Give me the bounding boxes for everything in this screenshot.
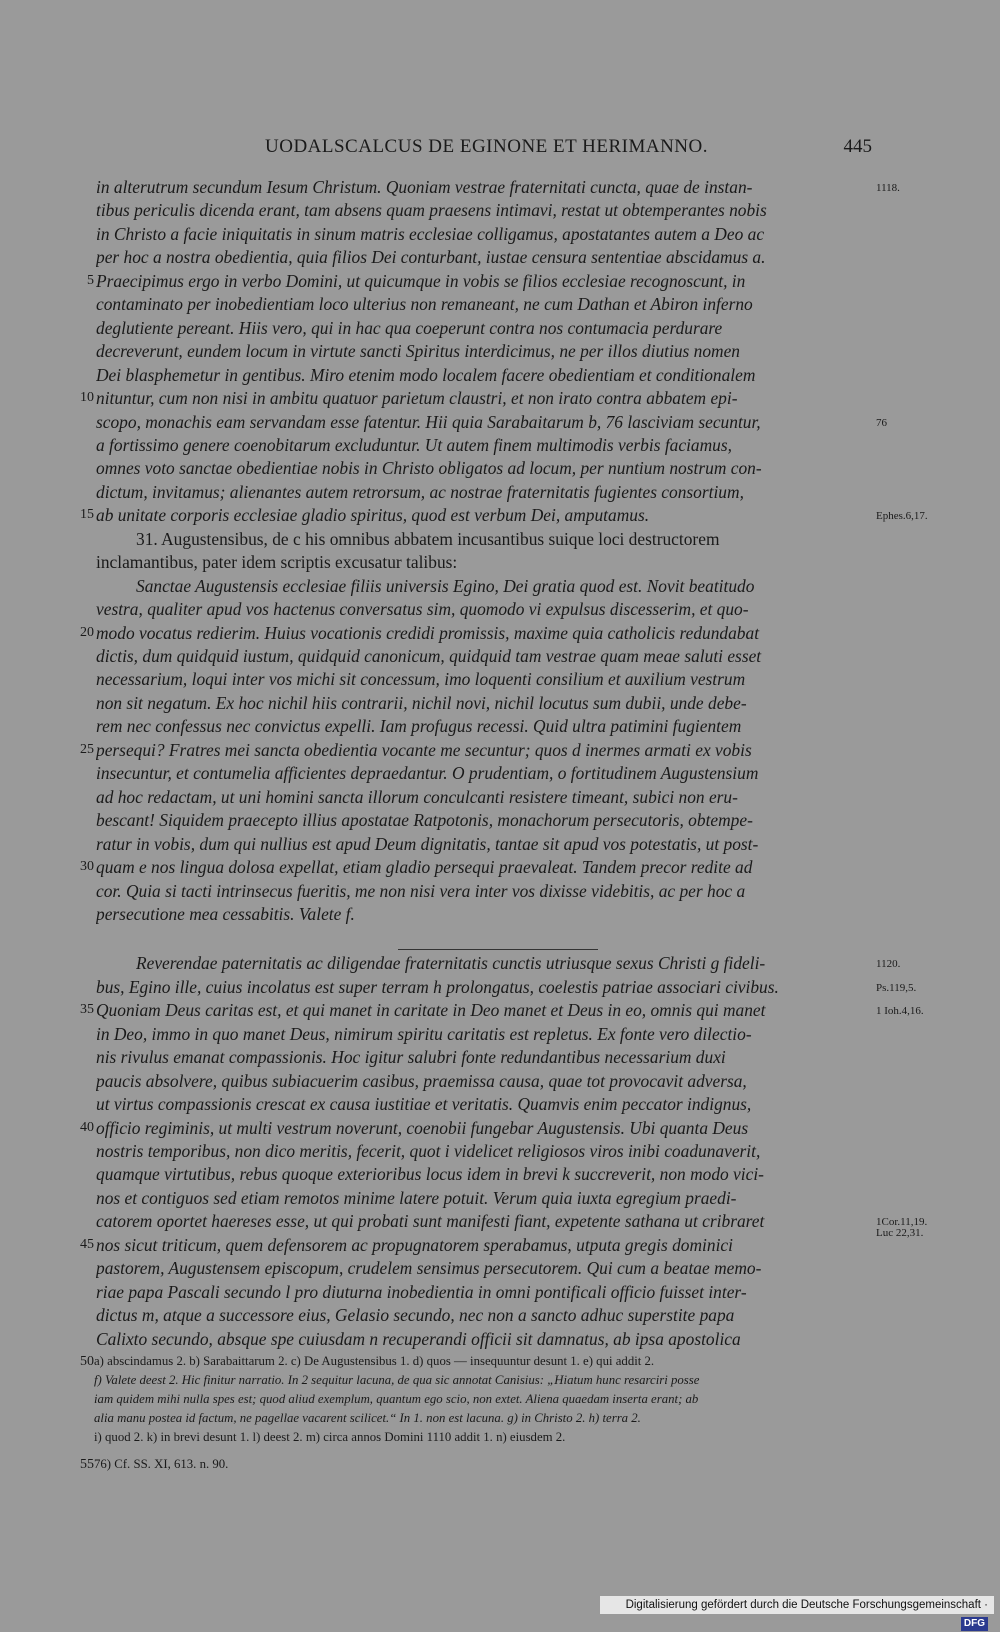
text-line: ad hoc redactam, ut uni homini sancta illorum conculcanti resistere timeant, subici non eru-	[96, 786, 738, 807]
footnote-line: i) quod 2. k) in brevi desunt 1. l) deest 2. m) circa annos Domini 1110 addit 1. n) eiusdem 2.	[94, 1430, 566, 1444]
text-line: quam e nos lingua dolosa expellat, etiam gladio persequi praevaleat. Tandem precor redite ad	[96, 857, 753, 878]
line-number: 40	[80, 1119, 94, 1135]
line-number: 35	[80, 1002, 94, 1018]
footnote-line: f) Valete deest 2. Hic finitur narratio. In 2 sequitur lacuna, de qua sic annotat Canisius: „Hiatum hunc resarciri posse	[94, 1373, 700, 1387]
text-line: 31. Augustensibus, de c his omnibus abbatem incusantibus suique loci destructorem	[136, 528, 720, 549]
text-line: officio regiminis, ut multi vestrum noverunt, coenobii fungebar Augustensis. Ubi quanta Deus	[96, 1117, 749, 1138]
text-line: omnes voto sanctae obedientiae nobis in Christo obligatos ad locum, per nuntium nostrum con-	[96, 458, 762, 479]
footnote-line: iam quidem mihi nulla spes est; quod aliud exemplum, quantum ego scio, non extet. Aliena quaedam inserta erant; ab	[94, 1392, 699, 1406]
margin-note: Luc 22,31.	[876, 1227, 924, 1240]
text-line: insecuntur, et contumelia afficientes depraedantur. O prudentiam, o fortitudinem Augustensium	[96, 763, 759, 784]
text-line: Quoniam Deus caritas est, et qui manet in caritate in Deo manet et Deus in eo, omnis qui manet	[96, 1000, 766, 1021]
text-line: pastorem, Augustensem episcopum, crudelem sensimus persecutorem. Qui cum a beatae memo-	[96, 1258, 762, 1279]
text-line: bus, Egino ille, cuius incolatus est super terram h prolongatus, coelestis patriae associari civibus.	[96, 976, 779, 997]
margin-note: 1118.	[876, 182, 900, 194]
margin-note: 1Cor.11,19.	[876, 1216, 928, 1229]
text-line: nituntur, cum non nisi in ambitu quatuor parietum claustri, et non irato contra abbatem epi-	[96, 388, 738, 409]
line-number: 25	[80, 741, 94, 757]
line-number: 10	[80, 390, 94, 406]
text-line: vestra, qualiter apud vos hactenus conversatus sim, quomodo vi expulsus discesserim, et quo-	[96, 599, 749, 620]
text-line: ratur in vobis, dum qui nullius est apud Deum dignitatis, tantae sit apud vos potestatis, ut post-	[96, 833, 759, 854]
line-number: 15	[80, 507, 94, 523]
text-line: rem nec confessus nec convictus expelli. Iam profugus recessi. Quid ultra patimini fugientem	[96, 716, 742, 737]
text-line: bescant! Siquidem praecepto illius apostatae Ratpotonis, monachorum persecutoris, obtempe-	[96, 810, 753, 831]
text-line: in Christo a facie iniquitatis in sinum matris ecclesiae colligamus, apostatantes autem a Deo ac	[96, 223, 765, 244]
text-line: ut virtus compassionis crescat ex causa iustitiae et veritatis. Quamvis enim peccator indignus,	[96, 1094, 752, 1115]
line-number: 45	[80, 1236, 94, 1252]
text-line: Praecipimus ergo in verbo Domini, ut quicumque in vobis se filios ecclesiae recognoscunt, in	[96, 270, 746, 291]
text-line: scopo, monachis eam servandam esse fatentur. Hii quia Sarabaitarum b, 76 lasciviam secuntur,	[96, 411, 761, 432]
text-line: contaminato per inobedientiam loco ulterius non remaneant, ne cum Dathan et Abiron inferno	[96, 294, 753, 315]
text-line: non sit negatum. Ex hoc nichil hiis contrarii, nichil novi, nichil locutus sum dubii, unde debe-	[96, 692, 747, 713]
margin-note: 1120.	[876, 958, 901, 971]
text-line: paucis absolvere, quibus subiacuerim casibus, praemissa causa, quae tot provocavit adversa,	[96, 1070, 747, 1091]
text-line: nos et contiguos sed etiam remotos minime latere potuit. Verum quia iuxta egregium praedi-	[96, 1187, 737, 1208]
margin-note: Ps.119,5.	[876, 981, 917, 994]
line-number: 50	[80, 1354, 94, 1369]
section-divider	[398, 949, 598, 950]
dfg-logo: DFG	[961, 1617, 988, 1631]
text-line: Dei blasphemetur in gentibus. Miro etenim modo localem facere obedientiam et conditionalem	[96, 364, 756, 385]
text-line: dictis, dum quidquid iustum, quidquid canonicum, quidquid tam vestrae quam meae saluti esset	[96, 646, 762, 666]
line-number: 55	[80, 1457, 94, 1472]
running-title: UODALSCALCUS DE EGINONE ET HERIMANNO.	[265, 136, 708, 157]
text-line: cor. Quia si tacti intrinsecus fueritis, me non nisi vera inter vos dixisse videbitis, ac per hoc a	[96, 880, 746, 901]
text-line: nis rivulus emanat compassionis. Hoc igitur salubri fonte redundantibus necessarium duxi	[96, 1047, 726, 1068]
text-line: dictus m, atque a successore eius, Gelasio secundo, nec non a sancto adhuc superstite papa	[96, 1305, 735, 1326]
text-line: a fortissimo genere coenobitarum excluduntur. Ut autem finem multimodis verbis faciamus,	[96, 434, 732, 455]
text-line: Calixto secundo, absque spe cuiusdam n recuperandi officii sit damnatus, ab ipsa apostolica	[96, 1328, 741, 1349]
text-line: per hoc a nostra obedientia, quia filios Dei conturbant, iustae censura sententiae abscidamus a.	[96, 247, 766, 268]
text-line: in Deo, immo in quo manet Deus, nimirum spiritu caritatis est repletus. Ex fonte vero dilectio-	[96, 1023, 752, 1044]
text-line: catorem oportet haereses esse, ut qui probati sunt manifesti fiant, expetente sathana ut cribraret	[96, 1211, 765, 1232]
margin-note: 76	[876, 416, 887, 429]
text-line: riae papa Pascali secundo l pro diuturna inobedientia in omni pontificali officio fuisset inter-	[96, 1281, 747, 1302]
text-line: quamque virtutibus, rebus quoque exterioribus locus idem in brevi k succreverit, non modo vici-	[96, 1164, 764, 1185]
text-line: persecutione mea cessabitis. Valete f.	[96, 903, 355, 924]
text-line: nostris temporibus, non dico meritis, fecerit, quot i videlicet religiosos viros inibi coadunaverit,	[96, 1141, 761, 1161]
footer-text: Digitalisierung gefördert durch die Deutsche Forschungsgemeinschaft ·	[625, 1599, 988, 1611]
text-line: in alterutrum secundum Iesum Christum. Quoniam vestrae fraternitati cuncta, quae de instan-	[96, 177, 753, 197]
text-line: necessarium, loqui inter vos michi sit concessum, imo loquenti consilium et auxilium vestrum	[96, 669, 746, 690]
text-line: persequi? Fratres mei sancta obedientia vocante me secuntur; quos d inermes armati ex vobis	[96, 739, 752, 760]
page-header	[0, 136, 1000, 166]
text-line: dictum, invitamus; alienantes autem retrorsum, ac nostrae fraternitatis fugientes consortium,	[96, 481, 744, 502]
line-number: 20	[80, 624, 94, 640]
digitization-footer	[600, 1596, 994, 1629]
text-line: tibus periculis dicenda erant, tam absens quam praesens intimavi, restat ut obtemperantes nobis	[96, 200, 767, 221]
text-line: Reverendae paternitatis ac diligendae fraternitatis cunctis utriusque sexus Christi g fideli-	[136, 953, 766, 974]
line-number: 5	[87, 272, 94, 288]
text-line: nos sicut triticum, quem defensorem ac propugnatorem sperabamus, utputa gregis dominici	[96, 1234, 733, 1255]
margin-note: 1 Ioh.4,16.	[876, 1005, 924, 1018]
footnote-line: 76) Cf. SS. XI, 613. n. 90.	[94, 1457, 229, 1471]
text-line: inclamantibus, pater idem scriptis excusatur talibus:	[96, 552, 458, 573]
page-number: 445	[843, 136, 872, 157]
footnote-line: a) abscindamus 2. b) Sarabaittarum 2. c) De Augustensibus 1. d) quos — insequuntur desunt 1. e) qui addit 2.	[94, 1354, 655, 1368]
text-line: deglutiente pereant. Hiis vero, qui in hac qua coeperunt contra nos contumacia perdurare	[96, 317, 723, 338]
text-line: decreverunt, eundem locum in virtute sancti Spiritus interdicimus, ne per illos diutius nomen	[96, 341, 740, 362]
text-line: Sanctae Augustensis ecclesiae filiis universis Egino, Dei gratia quod est. Novit beatitudo	[136, 575, 755, 596]
line-number: 30	[80, 859, 94, 875]
footnote-line: alia manu postea id factum, ne pagellae vacarent scilicet.“ In 1. non est lacuna. g) in Christo 2. h) terra 2.	[94, 1411, 641, 1425]
text-line: ab unitate corporis ecclesiae gladio spiritus, quod est verbum Dei, amputamus.	[96, 505, 650, 526]
text-line: modo vocatus redierim. Huius vocationis credidi promissis, maxime quia catholicis redundabat	[96, 622, 760, 643]
margin-note: Ephes.6,17.	[876, 510, 928, 523]
